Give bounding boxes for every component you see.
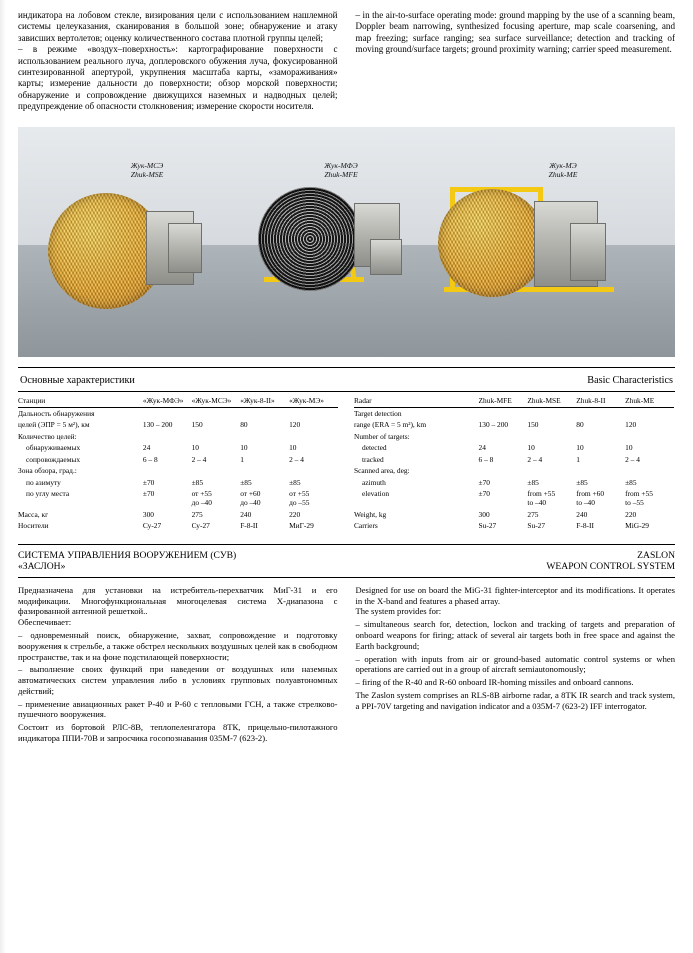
bottom-text-section: [0, 578, 693, 744]
table-row: [354, 431, 674, 442]
paragraph-ru-1: индикатора на лобовом стекле, визирования цели с использованием нашлемной системы целеуказания, сканирования в большой зоне; обнаружение и атаку зависших вертолетов; оценку количественного состава плотной группы целей;: [18, 10, 338, 43]
col-head-en-2: Zhuk-MSE: [527, 395, 576, 408]
row-value: 1: [240, 454, 244, 464]
row-label: обнаруживаемых: [26, 443, 81, 453]
table-row: [354, 465, 674, 476]
bottom-paragraph-en-6: The Zaslon system comprises an RLS-8B airborne radar, a 8TK IR search and track system, a PPI-70V targeting and navigation indicator and a 035M-7 (623-2) IFF interrogator.: [355, 689, 675, 711]
row-value: 6 – 8: [478, 454, 494, 464]
zaslon-section-header: [18, 544, 675, 578]
bottom-paragraph-en-5: – firing of the R-40 and R-60 onboard IR-homing missiles and onboard cannons.: [355, 677, 634, 688]
row-value: 275: [191, 509, 203, 519]
zaslon-title-en: [355, 550, 675, 573]
row-value: ±85: [240, 477, 252, 487]
row-value: 300: [478, 509, 490, 519]
characteristics-title-en: Basic Characteristics: [587, 374, 673, 386]
col-head-ru-3: «Жук-8-II»: [240, 395, 289, 408]
row-value: [143, 408, 192, 420]
table-row: [18, 454, 338, 465]
row-value: 240: [576, 509, 588, 519]
row-label: сопровождаемых: [26, 454, 81, 464]
row-value: ±85: [191, 477, 204, 487]
row-value: [240, 408, 289, 420]
bottom-paragraph-ru-5: – применение авиационных ракет Р-40 и Р-60 с тепловыми ГСН, а также стрелково-пушечного вооружения.: [18, 698, 338, 720]
row-value: Su-27: [478, 521, 497, 531]
characteristics-section: [18, 367, 675, 532]
bottom-paragraph-en-3: – simultaneous search for, detection, lockon and tracking of targets and preparation of onboard weapons for firing; attack of several air targets both in free space and against the Earth background;: [355, 619, 675, 651]
table-row: [18, 408, 338, 420]
table-header-row-en: [354, 395, 674, 408]
row-value: ±70: [142, 477, 155, 487]
caption-zhuk-me-ru: Жук-МЭ: [549, 160, 577, 170]
row-value: [143, 465, 192, 476]
bottom-paragraph-ru-1: Предназначена для установки на истребитель-перехватчик МиГ-31 и его модификации. Многофункциональная многоцелевая система Х-диапазона с фазированной антенной решеткой..: [18, 584, 338, 617]
row-value: [192, 408, 241, 420]
row-value: от +55 до –55: [289, 488, 310, 508]
row-value: 150: [191, 420, 203, 430]
row-value: [289, 465, 338, 476]
row-value: 240: [240, 509, 252, 519]
row-value: 24: [142, 443, 151, 453]
row-value: [576, 408, 625, 420]
row-label: целей (ЭПР = 5 м²), км: [18, 420, 90, 430]
row-value: [479, 431, 528, 442]
table-row: [354, 454, 674, 465]
paragraph-en-1: – in the air-to-surface operating mode: ground mapping by the use of a scanning beam, Doppler beam narrowing, synthesized focusing aperture, map scale coarsening, and map freezing; surface ranging; sea surface surveillance; detection and tracking of moving ground/surface targets; ground proximity warning; carrier speed measurement.: [355, 10, 675, 55]
table-row: [18, 488, 338, 509]
row-value: ±70: [478, 488, 490, 498]
table-row: [18, 419, 338, 430]
row-value: 80: [240, 420, 248, 430]
caption-zhuk-me: [508, 161, 618, 179]
row-label: range (ERA = 5 m²), km: [354, 420, 427, 430]
spec-table-en: [354, 395, 674, 532]
row-value: 1: [576, 454, 580, 464]
row-label: Носители: [18, 521, 49, 531]
row-value: 80: [576, 420, 584, 430]
row-value: 220: [289, 509, 301, 519]
row-value: 10: [289, 443, 297, 453]
row-value: 120: [625, 420, 637, 430]
row-value: 2 – 4: [289, 454, 304, 464]
row-value: [625, 408, 674, 420]
bottom-paragraph-ru-4: – выполнение своих функций при наведении от воздушных или наземных автоматических систем управления либо в условиях групповых полуавтономных действий;: [18, 664, 338, 696]
bottom-paragraph-ru-6: Состоит из бортовой РЛС-8В, теплопеленгатора 8ТК, прицельно-пилотажного индикатора ППИ-70В и запросчика госопознавания 035М-7 (623-2).: [18, 722, 338, 744]
row-label: Дальность обнаружения: [18, 409, 95, 419]
row-value: 275: [527, 509, 539, 519]
row-value: 120: [289, 420, 301, 430]
bottom-paragraph-en-4: – operation with inputs from air or ground-based automatic control systems or when operations are carried out in a group of aircraft semiautonomously;: [355, 653, 675, 675]
bottom-right-column: [356, 585, 676, 744]
row-value: Su-27: [527, 521, 546, 531]
bottom-paragraph-ru-2: Обеспечивает:: [18, 617, 72, 628]
zaslon-title-ru-line1: СИСТЕМА УПРАВЛЕНИЯ ВООРУЖЕНИЕМ (СУВ): [18, 549, 237, 561]
row-value: от +55 до –40: [191, 488, 212, 508]
row-label: elevation: [362, 488, 390, 498]
row-value: ±85: [527, 477, 539, 487]
row-value: [289, 408, 338, 420]
row-label: Target detection: [354, 409, 402, 419]
row-value: 2 – 4: [527, 454, 543, 464]
zaslon-title-ru-line2: «ЗАСЛОН»: [18, 561, 66, 573]
row-value: 24: [478, 443, 486, 453]
row-label: tracked: [362, 454, 384, 464]
row-value: F-8-II: [576, 521, 594, 531]
table-row: [18, 465, 338, 476]
caption-zhuk-mfe-ru: Жук-МФЭ: [324, 160, 358, 170]
row-value: from +55 to –55: [625, 488, 653, 508]
row-value: 220: [625, 509, 637, 519]
row-label: Scanned area, deg:: [354, 466, 410, 476]
row-value: 10: [625, 443, 633, 453]
row-value: [625, 465, 674, 476]
table-row: [18, 477, 338, 488]
caption-zhuk-mfe: [286, 161, 396, 179]
row-value: 10: [240, 443, 248, 453]
row-value: Су-27: [142, 521, 162, 531]
row-label: по азимуту: [26, 477, 61, 487]
row-label: Количество целей:: [18, 431, 77, 441]
row-value: 130 – 200: [478, 420, 509, 430]
row-value: 10: [527, 443, 535, 453]
row-value: [479, 408, 528, 420]
row-value: 10: [191, 443, 199, 453]
caption-zhuk-mse-ru: Жук-МСЭ: [130, 160, 164, 170]
bottom-left-column: [18, 585, 338, 744]
row-value: от +60 до –40: [240, 488, 261, 508]
spec-table-ru: [18, 395, 338, 532]
characteristics-tables: [18, 395, 675, 532]
col-head-ru-0: Станции: [18, 395, 143, 408]
top-right-column: [356, 10, 676, 113]
table-row: [354, 419, 674, 430]
caption-zhuk-me-en: Zhuk-ME: [548, 169, 578, 179]
row-value: 150: [527, 420, 539, 430]
characteristics-rule: [18, 391, 675, 392]
table-row: [354, 520, 674, 531]
row-value: [527, 431, 576, 442]
table-header-row-ru: [18, 395, 338, 408]
row-value: [289, 431, 338, 442]
spec-table-ru-body: [18, 408, 338, 532]
row-value: 130 – 200: [142, 420, 173, 430]
row-value: [192, 465, 241, 476]
row-value: [576, 431, 625, 442]
row-value: 6 – 8: [142, 454, 158, 464]
col-head-ru-1: «Жук-МФЭ»: [143, 395, 192, 408]
table-row: [18, 520, 338, 531]
row-label: detected: [362, 443, 387, 453]
row-value: from +55 to –40: [527, 488, 556, 508]
row-value: [576, 465, 625, 476]
equipment-body-1b: [168, 223, 202, 273]
row-label: Carriers: [354, 521, 378, 531]
radar-photo-band: [18, 127, 675, 357]
table-row: [354, 442, 674, 453]
zaslon-title-en-line1: ZASLON: [637, 549, 675, 561]
characteristics-title-ru: Основные характеристики: [20, 374, 135, 386]
bottom-paragraph-ru-3: – одновременный поиск, обнаружение, захват, сопровождение и подготовку вооружения к стрельбе, а также обстрел нескольких воздушных целей как в свободном пространстве, так и на фоне подстилающей поверхности;: [18, 629, 338, 662]
col-head-en-4: Zhuk-ME: [625, 395, 674, 408]
col-head-ru-4: «Жук-МЭ»: [289, 395, 338, 408]
table-row: [354, 488, 674, 509]
caption-zhuk-mse: [92, 161, 202, 179]
row-value: [527, 465, 576, 476]
row-value: ±70: [478, 477, 490, 487]
row-value: МиГ-29: [289, 521, 314, 531]
characteristics-heading: [18, 372, 675, 391]
row-value: [479, 465, 528, 476]
col-head-ru-2: «Жук-МСЭ»: [192, 395, 241, 408]
caption-zhuk-mse-en: Zhuk-MSE: [130, 169, 164, 179]
row-label: по углу места: [26, 488, 70, 498]
equipment-body-2b: [370, 239, 402, 275]
row-value: [625, 431, 674, 442]
table-row: [18, 509, 338, 520]
col-head-en-3: Zhuk-8-II: [576, 395, 625, 408]
table-row: [18, 431, 338, 442]
row-value: MiG-29: [625, 521, 649, 531]
table-row: [354, 408, 674, 420]
table-row: [18, 442, 338, 453]
row-label: Number of targets:: [354, 431, 410, 441]
row-value: 300: [142, 509, 154, 519]
row-value: [527, 408, 576, 420]
antenna-disc-orange-3: [438, 189, 546, 297]
row-label: Зона обзора, град.:: [18, 466, 77, 476]
antenna-disc-dark-2: [258, 187, 362, 291]
spec-table-en-body: [354, 408, 674, 532]
row-value: ±70: [142, 488, 155, 498]
row-value: [192, 431, 241, 442]
row-value: ±85: [625, 477, 637, 487]
row-value: 2 – 4: [191, 454, 207, 464]
scan-edge-shadow: [0, 0, 6, 953]
row-value: [240, 431, 289, 442]
top-text-section: [0, 0, 693, 113]
row-label: Weight, kg: [354, 509, 387, 519]
zaslon-title-row: [18, 550, 675, 573]
row-value: ±85: [289, 477, 301, 487]
zaslon-title-ru: [18, 550, 348, 573]
bottom-paragraph-en-2: The system provides for:: [355, 606, 442, 617]
row-label: Масса, кг: [18, 509, 49, 519]
top-left-column: [18, 10, 338, 113]
equipment-body-3b: [570, 223, 606, 281]
row-value: F-8-II: [240, 521, 258, 531]
row-value: Су-27: [191, 521, 210, 531]
bottom-paragraph-en-1: Designed for use on board the MiG-31 fighter-interceptor and its modifications. It operates in the X-band and features a phased array.: [355, 584, 675, 606]
caption-zhuk-mfe-en: Zhuk-MFE: [324, 169, 358, 179]
row-label: azimuth: [362, 477, 386, 487]
paragraph-ru-2: – в режиме «воздух–поверхность»: картографирование поверхности с использованием реального луча, доплеровского обужения луча, фокусированной синтезированной апертурой, укрупнения масштаба карты, «замораживания» карты; измерение дальности до поверхности; обзор морской поверхности; обнаружение и сопровождение движущихся наземных и надводных целей; предупреждение об опасности столкновения; измерение скорости носителя.: [18, 44, 338, 112]
table-row: [354, 509, 674, 520]
row-value: 10: [576, 443, 584, 453]
row-value: 2 – 4: [625, 454, 640, 464]
row-value: [240, 465, 289, 476]
row-value: [143, 431, 192, 442]
col-head-en-0: Radar: [354, 395, 479, 408]
row-value: ±85: [576, 477, 588, 487]
zaslon-title-en-line2: WEAPON CONTROL SYSTEM: [546, 561, 675, 573]
col-head-en-1: Zhuk-MFE: [479, 395, 528, 408]
row-value: from +60 to –40: [576, 488, 605, 508]
table-row: [354, 477, 674, 488]
